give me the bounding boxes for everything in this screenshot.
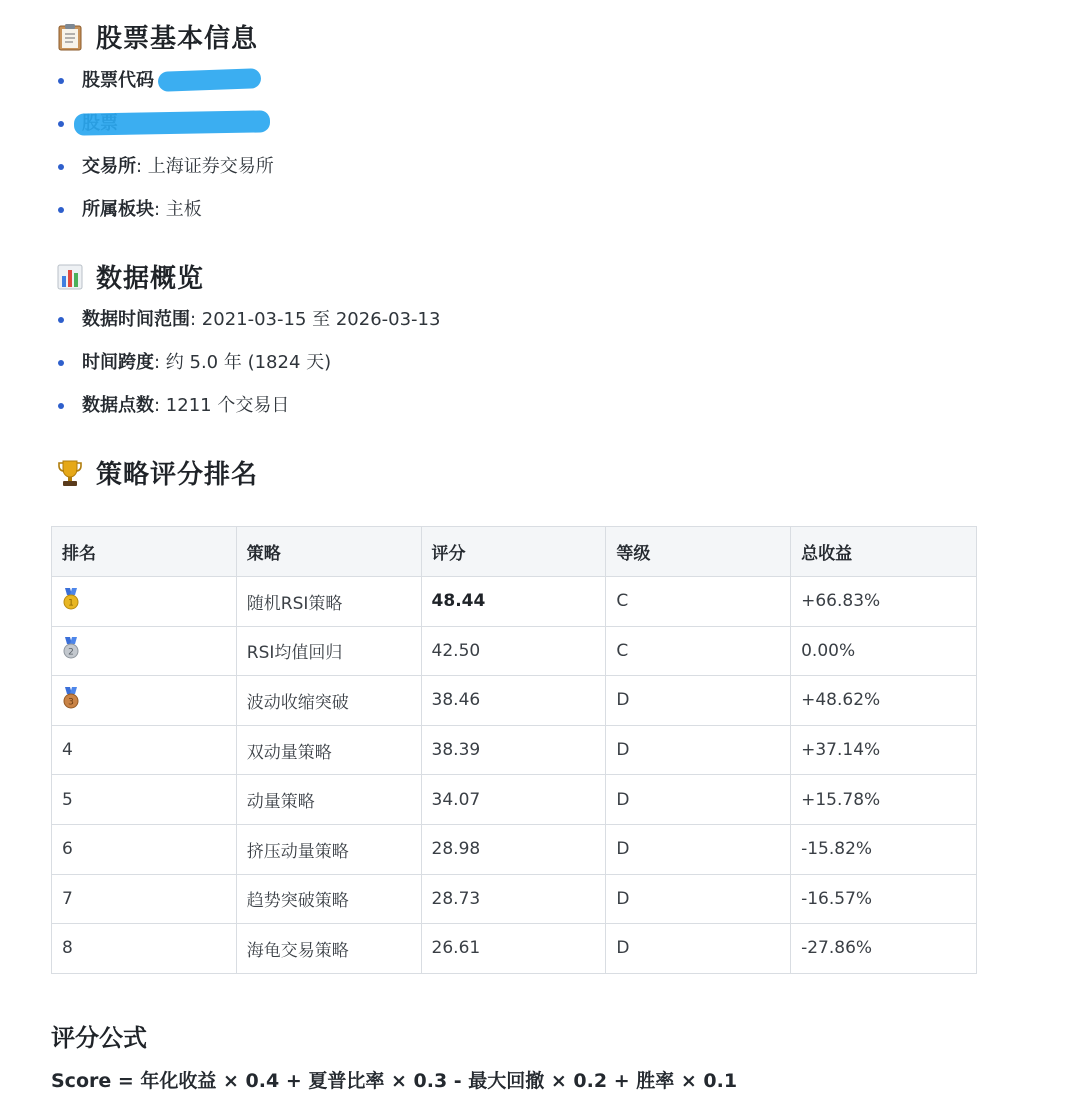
score-cell: 28.98 xyxy=(421,824,606,874)
time-span-value: : 约 5.0 年 (1824 天) xyxy=(154,352,332,373)
ranking-title: 策略评分排名 xyxy=(96,460,259,490)
strategy-cell: RSI均值回归 xyxy=(236,626,421,676)
exchange-value: : 上海证券交易所 xyxy=(136,156,274,177)
score-cell: 28.73 xyxy=(421,874,606,924)
formula-text: Score = 年化收益 × 0.4 + 夏普比率 × 0.3 - 最大回撤 × 0.2 + 胜率 × 0.1 xyxy=(51,1070,738,1092)
strategy-cell: 挤压动量策略 xyxy=(236,824,421,874)
bar-chart-icon xyxy=(56,263,84,291)
basic-info-heading xyxy=(56,18,258,55)
grade-cell: D xyxy=(606,676,791,726)
date-range-value: : 2021-03-15 至 2026-03-13 xyxy=(190,309,441,330)
table-row xyxy=(52,824,977,874)
return-cell: -16.57% xyxy=(791,874,977,924)
column-header-score: 评分 xyxy=(421,527,606,577)
column-header-strategy: 策略 xyxy=(236,527,421,577)
list-item xyxy=(56,145,274,188)
redaction-mark xyxy=(74,110,270,135)
return-cell: +66.83% xyxy=(791,577,977,627)
grade-cell: D xyxy=(606,725,791,775)
table-row xyxy=(52,924,977,974)
overview-list xyxy=(56,298,440,427)
grade-cell: D xyxy=(606,874,791,924)
silver-medal-icon xyxy=(62,637,80,664)
table-row xyxy=(52,775,977,825)
rank-cell: 6 xyxy=(52,824,237,874)
rank-cell: 7 xyxy=(52,874,237,924)
score-cell: 42.50 xyxy=(421,626,606,676)
time-span-label: 时间跨度 xyxy=(82,352,154,373)
score-cell: 38.46 xyxy=(421,676,606,726)
rank-cell xyxy=(52,676,237,726)
strategy-cell: 海龟交易策略 xyxy=(236,924,421,974)
rank-cell: 5 xyxy=(52,775,237,825)
column-header-grade: 等级 xyxy=(606,527,791,577)
table-row xyxy=(52,874,977,924)
strategy-cell: 动量策略 xyxy=(236,775,421,825)
table-row xyxy=(52,626,977,676)
svg-text:3: 3 xyxy=(68,697,74,708)
table-row xyxy=(52,725,977,775)
grade-cell: C xyxy=(606,577,791,627)
grade-cell: D xyxy=(606,775,791,825)
score-cell: 26.61 xyxy=(421,924,606,974)
rank-cell: 4 xyxy=(52,725,237,775)
overview-heading xyxy=(56,258,204,295)
score-cell: 38.39 xyxy=(421,725,606,775)
grade-cell: C xyxy=(606,626,791,676)
gold-medal-icon xyxy=(62,588,80,615)
exchange-label: 交易所 xyxy=(82,156,136,177)
board-label: 所属板块 xyxy=(82,199,154,220)
basic-info-title: 股票基本信息 xyxy=(96,24,259,54)
return-cell: +48.62% xyxy=(791,676,977,726)
rank-cell xyxy=(52,626,237,676)
column-header-return: 总收益 xyxy=(791,527,977,577)
clipboard-icon xyxy=(56,23,84,51)
rank-cell: 8 xyxy=(52,924,237,974)
svg-text:1: 1 xyxy=(68,598,74,609)
score-cell: 48.44 xyxy=(421,577,606,627)
ranking-table xyxy=(51,526,977,974)
table-header-row xyxy=(52,527,977,577)
strategy-cell: 双动量策略 xyxy=(236,725,421,775)
column-header-rank: 排名 xyxy=(52,527,237,577)
ranking-heading xyxy=(56,454,258,491)
return-cell: 0.00% xyxy=(791,626,977,676)
grade-cell: D xyxy=(606,824,791,874)
return-cell: +15.78% xyxy=(791,775,977,825)
list-item xyxy=(56,298,440,341)
table-row xyxy=(52,676,977,726)
bronze-medal-icon xyxy=(62,687,80,714)
list-item xyxy=(56,384,440,427)
strategy-cell: 随机RSI策略 xyxy=(236,577,421,627)
date-range-label: 数据时间范围 xyxy=(82,309,190,330)
trophy-icon xyxy=(56,459,84,487)
list-item xyxy=(56,188,274,231)
grade-cell: D xyxy=(606,924,791,974)
strategy-cell: 波动收缩突破 xyxy=(236,676,421,726)
overview-title: 数据概览 xyxy=(96,264,205,294)
table-row xyxy=(52,577,977,627)
redaction-mark xyxy=(158,68,262,92)
return-cell: -15.82% xyxy=(791,824,977,874)
score-cell: 34.07 xyxy=(421,775,606,825)
return-cell: +37.14% xyxy=(791,725,977,775)
data-points-value: : 1211 个交易日 xyxy=(154,395,290,416)
board-value: : 主板 xyxy=(154,199,202,220)
formula-title: 评分公式 xyxy=(51,1024,147,1052)
data-points-label: 数据点数 xyxy=(82,395,154,416)
stock-code-label: 股票代码 xyxy=(82,70,154,91)
svg-text:2: 2 xyxy=(68,647,74,658)
strategy-cell: 趋势突破策略 xyxy=(236,874,421,924)
list-item xyxy=(56,341,440,384)
rank-cell xyxy=(52,577,237,627)
return-cell: -27.86% xyxy=(791,924,977,974)
